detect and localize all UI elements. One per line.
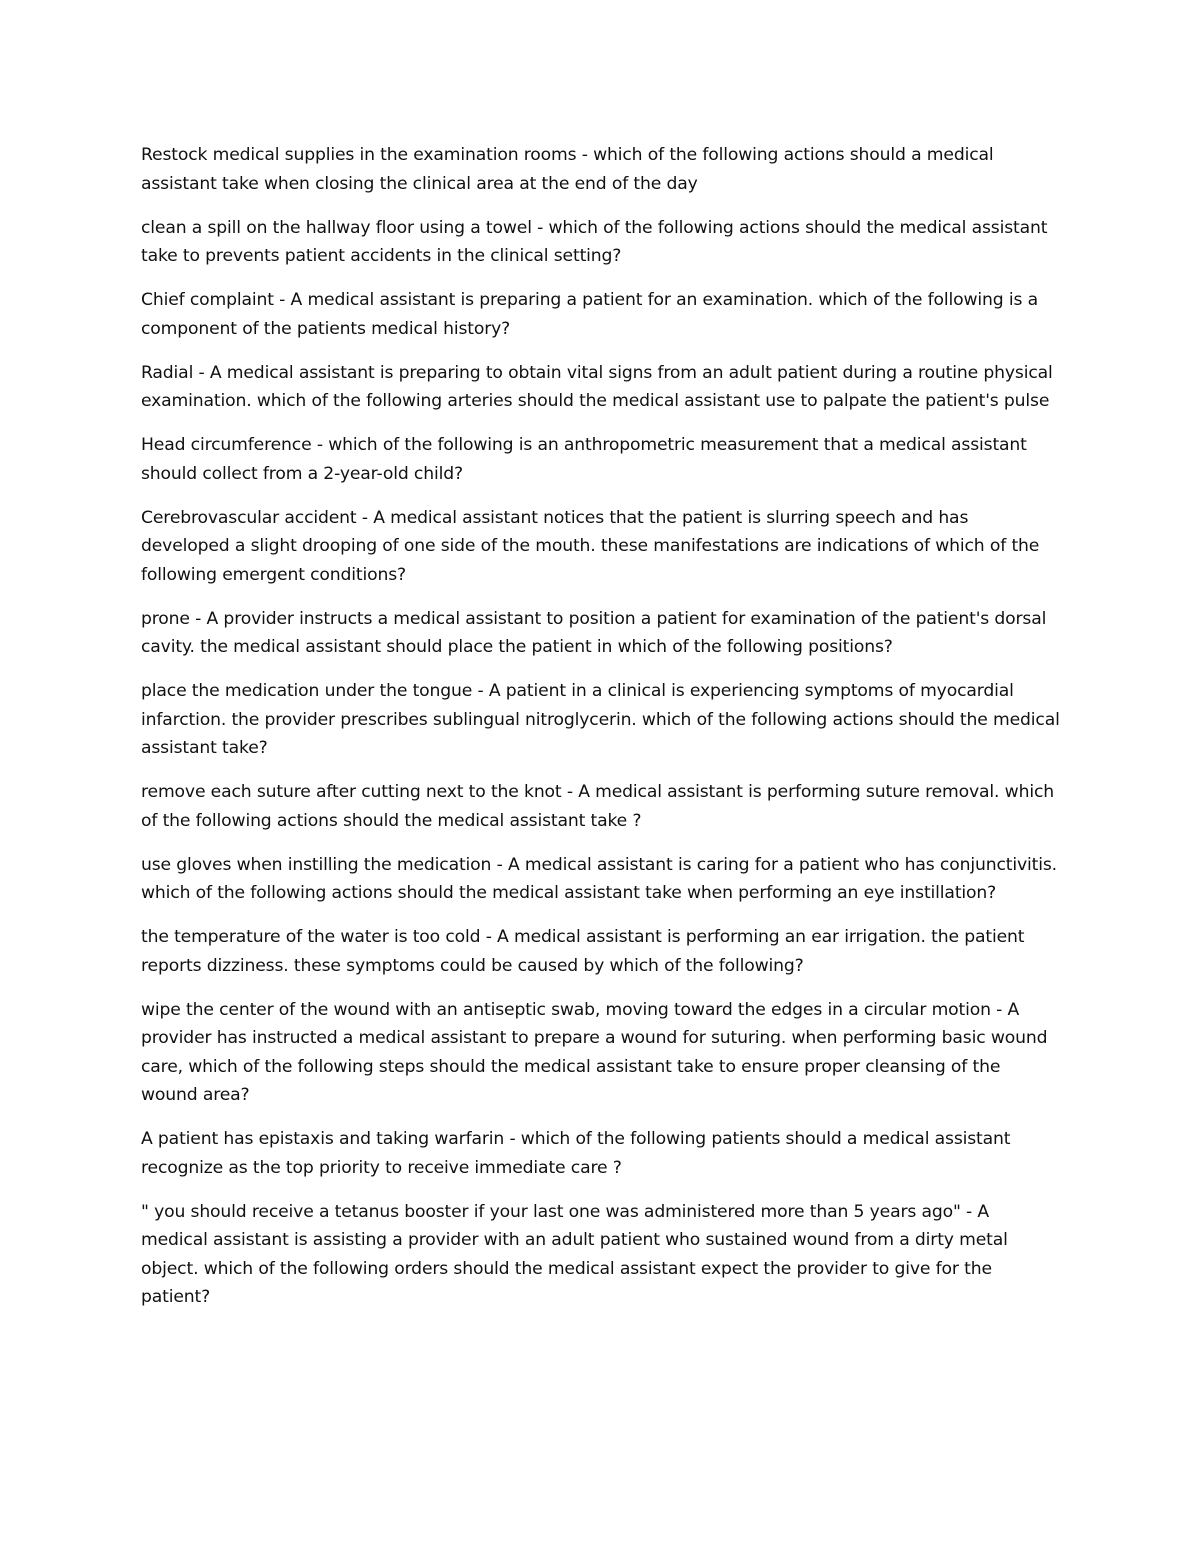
qa-paragraph: the temperature of the water is too cold - A medical assistant is performing an ear irrigation. the patient reports dizziness. these symptoms could be caused by which of the following? [141,927,1025,976]
qa-paragraph: wipe the center of the wound with an antiseptic swab, moving toward the edges in a circular motion - A provider has instructed a medical assistant to prepare a wound for suturing. when performing basic wound care, which of the following steps should the medical assistant take to ensure proper cleansing of the wound area? [141,999,1048,1105]
qa-paragraph: use gloves when instilling the medication - A medical assistant is caring for a patient who has conjunctivitis. which of the following actions should the medical assistant take when performing an eye instillation? [141,854,1057,903]
qa-paragraph: Chief complaint - A medical assistant is preparing a patient for an examination. which of the following is a component of the patients medical history? [141,290,1038,339]
qa-paragraph: place the medication under the tongue - A patient in a clinical is experiencing symptoms of myocardial infarction. the provider prescribes sublingual nitroglycerin. which of the following actions should the medical assistant take? [141,681,1060,758]
qa-paragraph: " you should receive a tetanus booster if your last one was administered more than 5 years ago" - A medical assistant is assisting a provider with an adult patient who sustained wound from a dirty metal object. which of the following orders should the medical assistant expect the provider to give for the patient? [141,1201,1008,1307]
qa-paragraph: Radial - A medical assistant is preparing to obtain vital signs from an adult patient during a routine physical examination. which of the following arteries should the medical assistant use to palpate the patient's pulse [141,362,1053,411]
qa-paragraph: remove each suture after cutting next to the knot - A medical assistant is performing suture removal. which of the following actions should the medical assistant take ? [141,782,1054,831]
qa-paragraph: Cerebrovascular accident - A medical assistant notices that the patient is slurring speech and has developed a slight drooping of one side of the mouth. these manifestations are indications of which of the following emergent conditions? [141,507,1040,585]
qa-paragraph: Restock medical supplies in the examination rooms - which of the following actions should a medical assistant take when closing the clinical area at the end of the day [141,145,994,194]
qa-paragraph: Head circumference - which of the following is an anthropometric measurement that a medical assistant should collect from a 2-year-old child? [141,435,1027,484]
document-body [141,141,1061,1327]
qa-paragraph: clean a spill on the hallway floor using a towel - which of the following actions should the medical assistant take to prevents patient accidents in the clinical setting? [141,217,1048,266]
qa-paragraph: prone - A provider instructs a medical assistant to position a patient for examination of the patient's dorsal cavity. the medical assistant should place the patient in which of the following positions? [141,608,1047,657]
qa-paragraph: A patient has epistaxis and taking warfarin - which of the following patients should a medical assistant recognize as the top priority to receive immediate care ? [141,1129,1011,1178]
